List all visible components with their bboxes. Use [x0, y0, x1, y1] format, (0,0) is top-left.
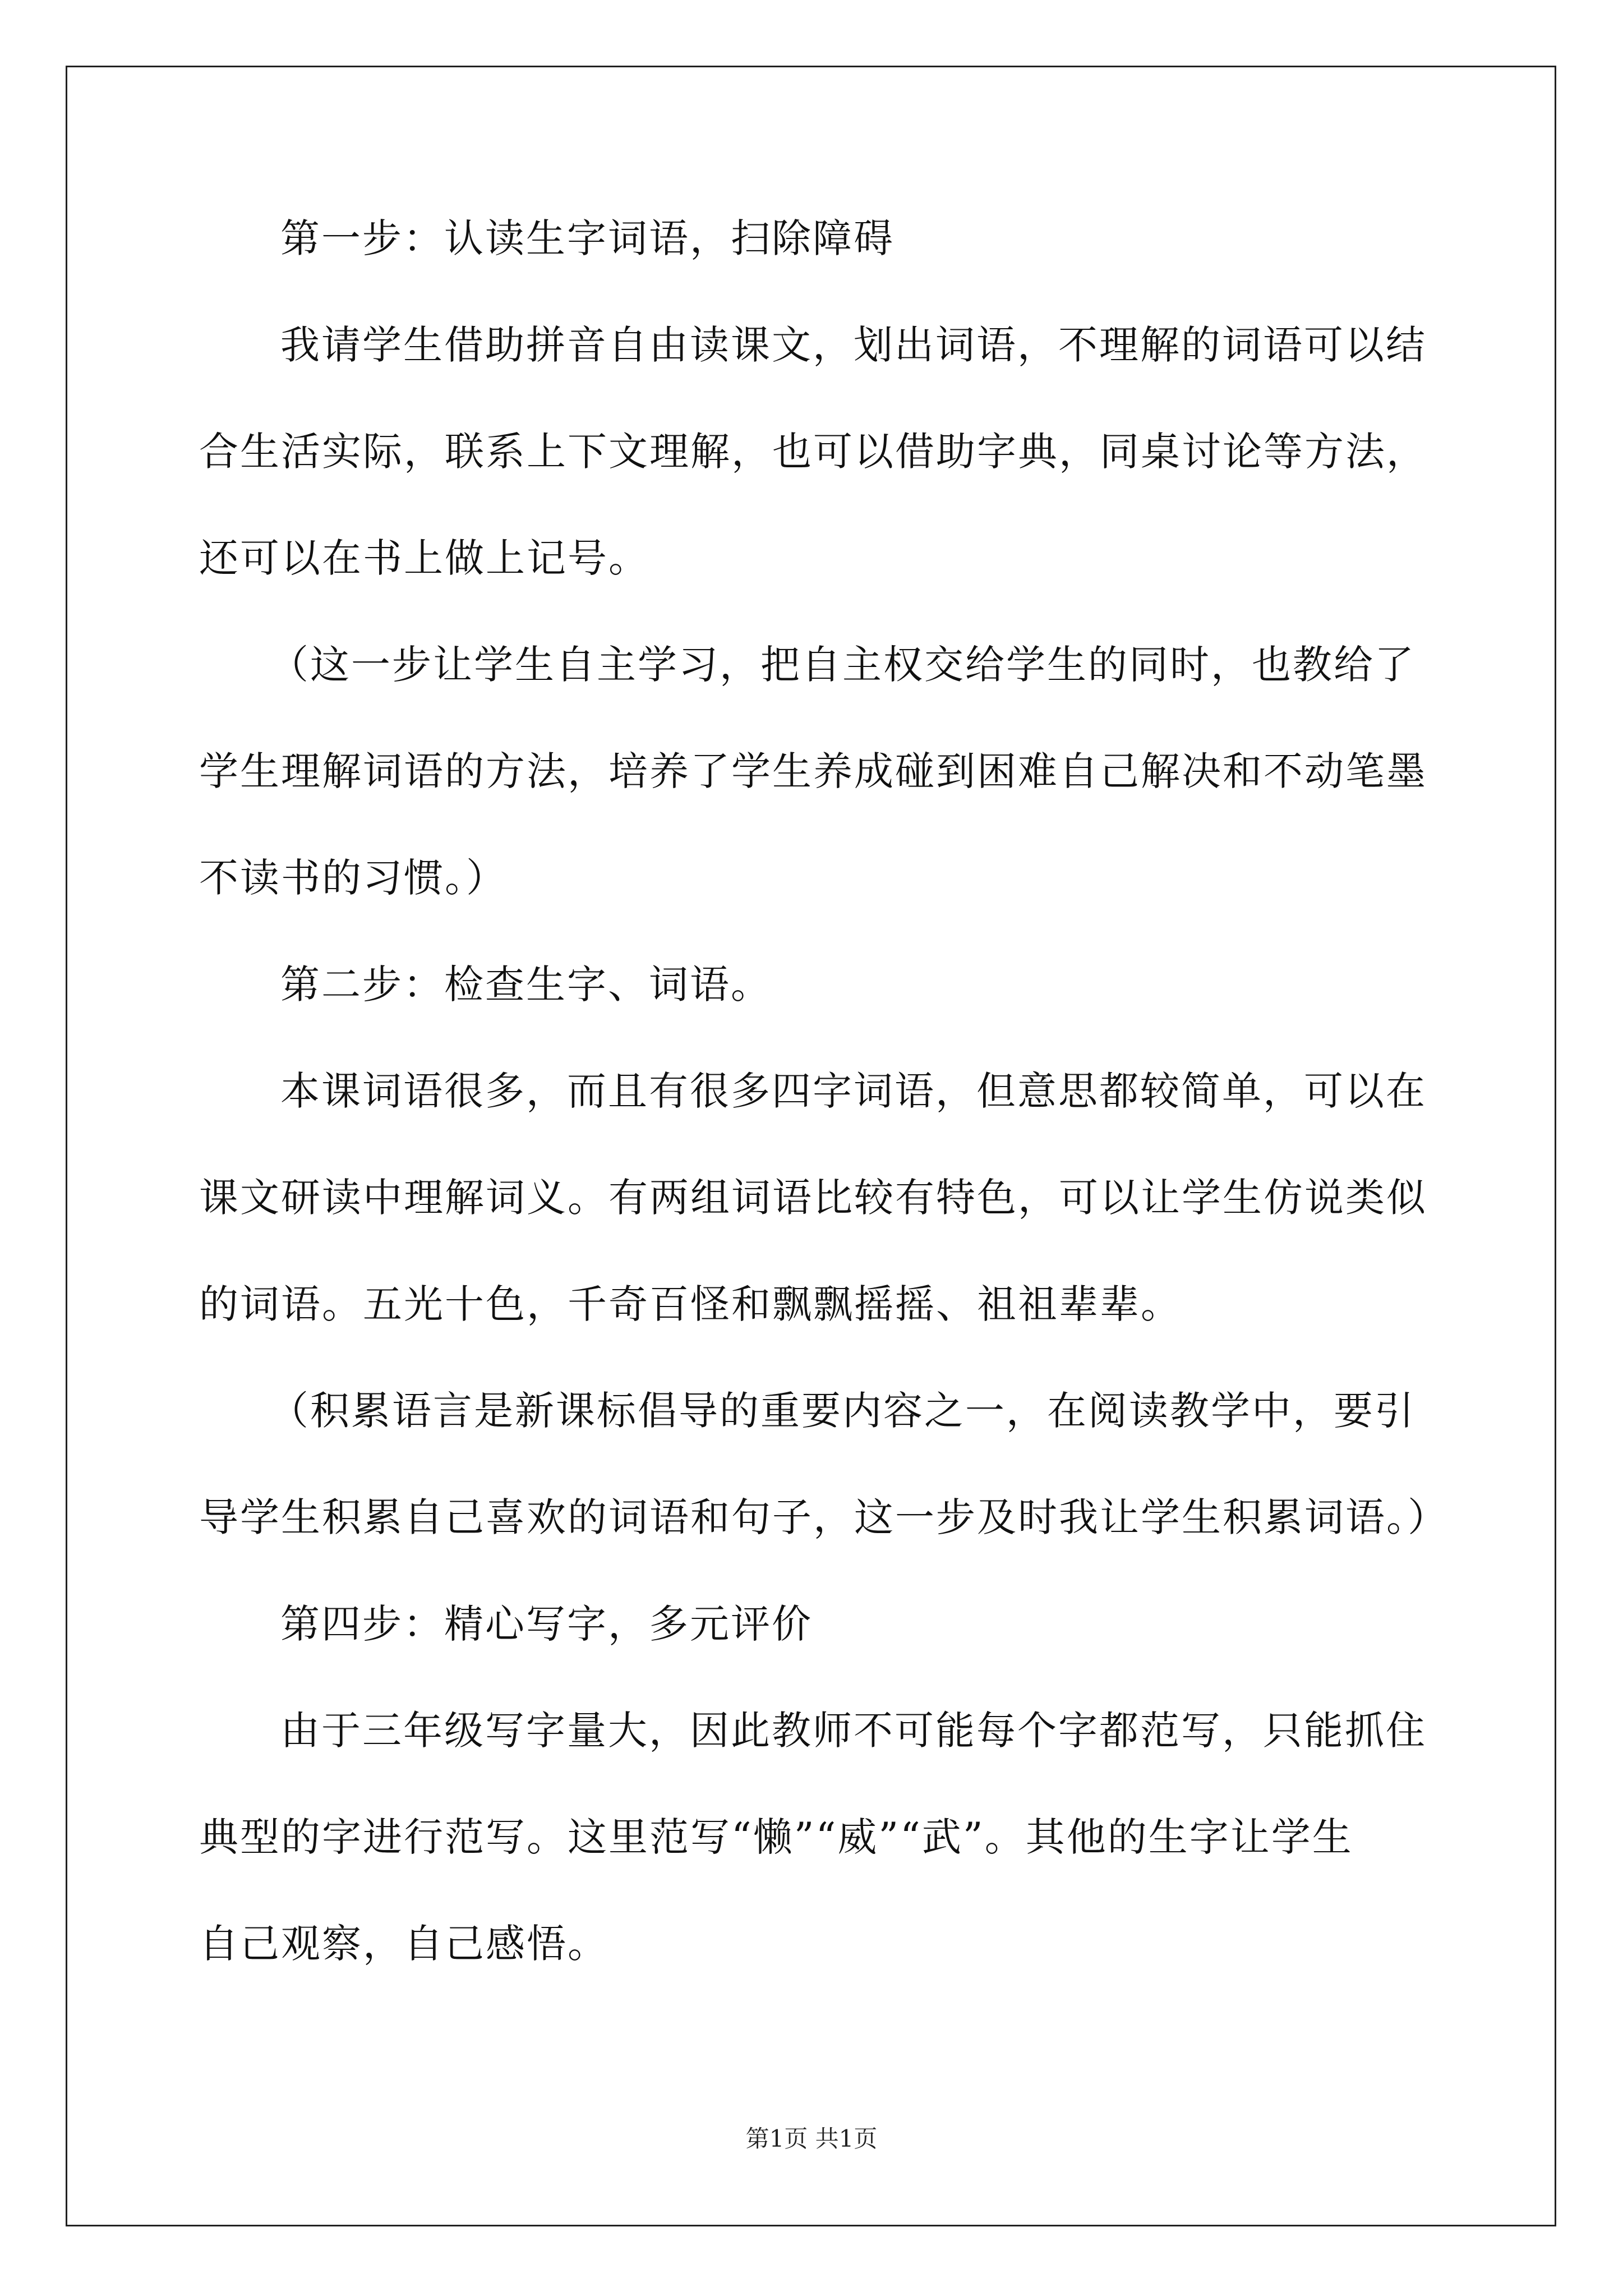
step-two-heading: 第二步：检查生字、词语。 [280, 961, 772, 1007]
paragraph-line: 不读书的习惯。） [199, 855, 507, 901]
paragraph-line: （这一步让学生自主学习，把自主权交给学生的同时，也教给了 [269, 642, 1415, 688]
step-one-heading: 第一步：认读生字词语，扫除障碍 [280, 215, 895, 261]
paragraph-line: 还可以在书上做上记号。 [199, 535, 649, 581]
paragraph-line: 本课词语很多，而且有很多四字词语，但意思都较简单，可以在 [280, 1068, 1427, 1114]
paragraph-line: 导学生积累自己喜欢的词语和句子，这一步及时我让学生积累词语。） [199, 1494, 1449, 1540]
paragraph-line: 学生理解词语的方法，培养了学生养成碰到困难自己解决和不动笔墨 [199, 748, 1427, 794]
page-number-footer: 第1页 共1页 [745, 2125, 878, 2152]
paragraph-line: 我请学生借助拼音自由读课文，划出词语，不理解的词语可以结 [280, 322, 1427, 368]
paragraph-line: 的词语。五光十色，千奇百怪和飘飘摇摇、祖祖辈辈。 [199, 1281, 1182, 1327]
paragraph-line: （积累语言是新课标倡导的重要内容之一，在阅读教学中，要引 [269, 1388, 1415, 1434]
page-border [66, 66, 1556, 2226]
step-four-heading: 第四步：精心写字，多元评价 [280, 1601, 813, 1647]
paragraph-line: 自己观察，自己感悟。 [199, 1921, 608, 1967]
paragraph-line: 课文研读中理解词义。有两组词语比较有特色，可以让学生仿说类似 [199, 1175, 1427, 1221]
paragraph-line: 由于三年级写字量大，因此教师不可能每个字都范写，只能抓住 [280, 1708, 1427, 1754]
paragraph-line: 合生活实际，联系上下文理解，也可以借助字典，同桌讨论等方法， [199, 429, 1427, 475]
paragraph-line: 典型的字进行范写。这里范写“懒”“威”“武”。其他的生字让学生 [199, 1814, 1353, 1860]
